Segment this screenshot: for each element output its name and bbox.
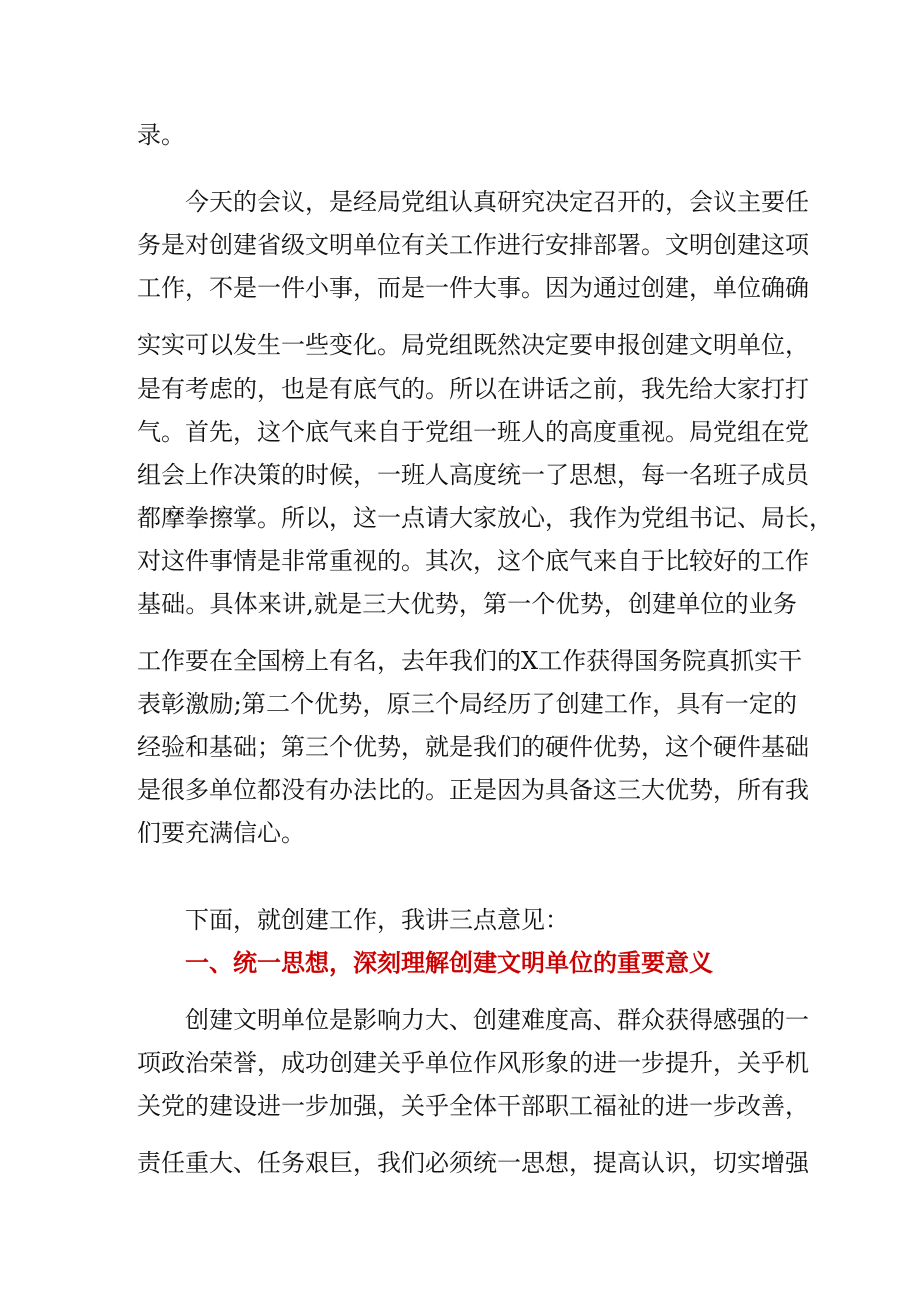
paragraph-line: 基础。具体来讲,就是三大优势，第一个优势，创建单位的业务 <box>137 590 797 618</box>
paragraph-line: 对这件事情是非常重视的。其次，这个底气来自于比较好的工作 <box>137 547 809 575</box>
paragraph-line: 务是对创建省级文明单位有关工作进行安排部署。文明创建这项 <box>137 231 809 259</box>
section-heading: 一、统一思想，深刻理解创建文明单位的重要意义 <box>185 949 713 977</box>
paragraph-line: 是很多单位都没有办法比的。正是因为具备这三大优势，所有我 <box>137 776 809 804</box>
paragraph-line: 们要充满信心。 <box>137 819 305 847</box>
paragraph-line: 组会上作决策的时候，一班人高度统一了思想，每一名班子成员 <box>137 461 809 489</box>
paragraph-line: 气。首先，这个底气来自于党组一班人的高度重视。局党组在党 <box>137 418 809 446</box>
paragraph-line: 工作要在全国榜上有名，去年我们的X工作获得国务院真抓实干 <box>137 647 803 675</box>
paragraph-line: 录。 <box>137 121 185 149</box>
paragraph-line: 创建文明单位是影响力大、创建难度高、群众获得感强的一 <box>185 1006 809 1034</box>
paragraph-line: 责任重大、任务艰巨，我们必须统一思想，提高认识，切实增强 <box>137 1149 809 1177</box>
paragraph-line: 下面，就创建工作，我讲三点意见： <box>185 906 569 934</box>
paragraph-line: 工作，不是一件小事，而是一件大事。因为通过创建，单位确确 <box>137 274 809 302</box>
paragraph-line: 今天的会议，是经局党组认真研究决定召开的，会议主要任 <box>185 188 809 216</box>
paragraph-line: 实实可以发生一些变化。局党组既然决定要申报创建文明单位， <box>137 331 809 359</box>
paragraph-line: 项政治荣誉，成功创建关乎单位作风形象的进一步提升，关乎机 <box>137 1049 809 1077</box>
paragraph-line: 都摩拳擦掌。所以，这一点请大家放心，我作为党组书记、局长， <box>137 504 833 532</box>
paragraph-line: 关党的建设进一步加强，关乎全体干部职工福祉的进一步改善， <box>137 1092 809 1120</box>
paragraph-line: 经验和基础；第三个优势，就是我们的硬件优势，这个硬件基础 <box>137 733 809 761</box>
paragraph-line: 是有考虑的，也是有底气的。所以在讲话之前，我先给大家打打 <box>137 375 809 403</box>
paragraph-line: 表彰激励;第二个优势，原三个局经历了创建工作，具有一定的 <box>137 690 797 718</box>
